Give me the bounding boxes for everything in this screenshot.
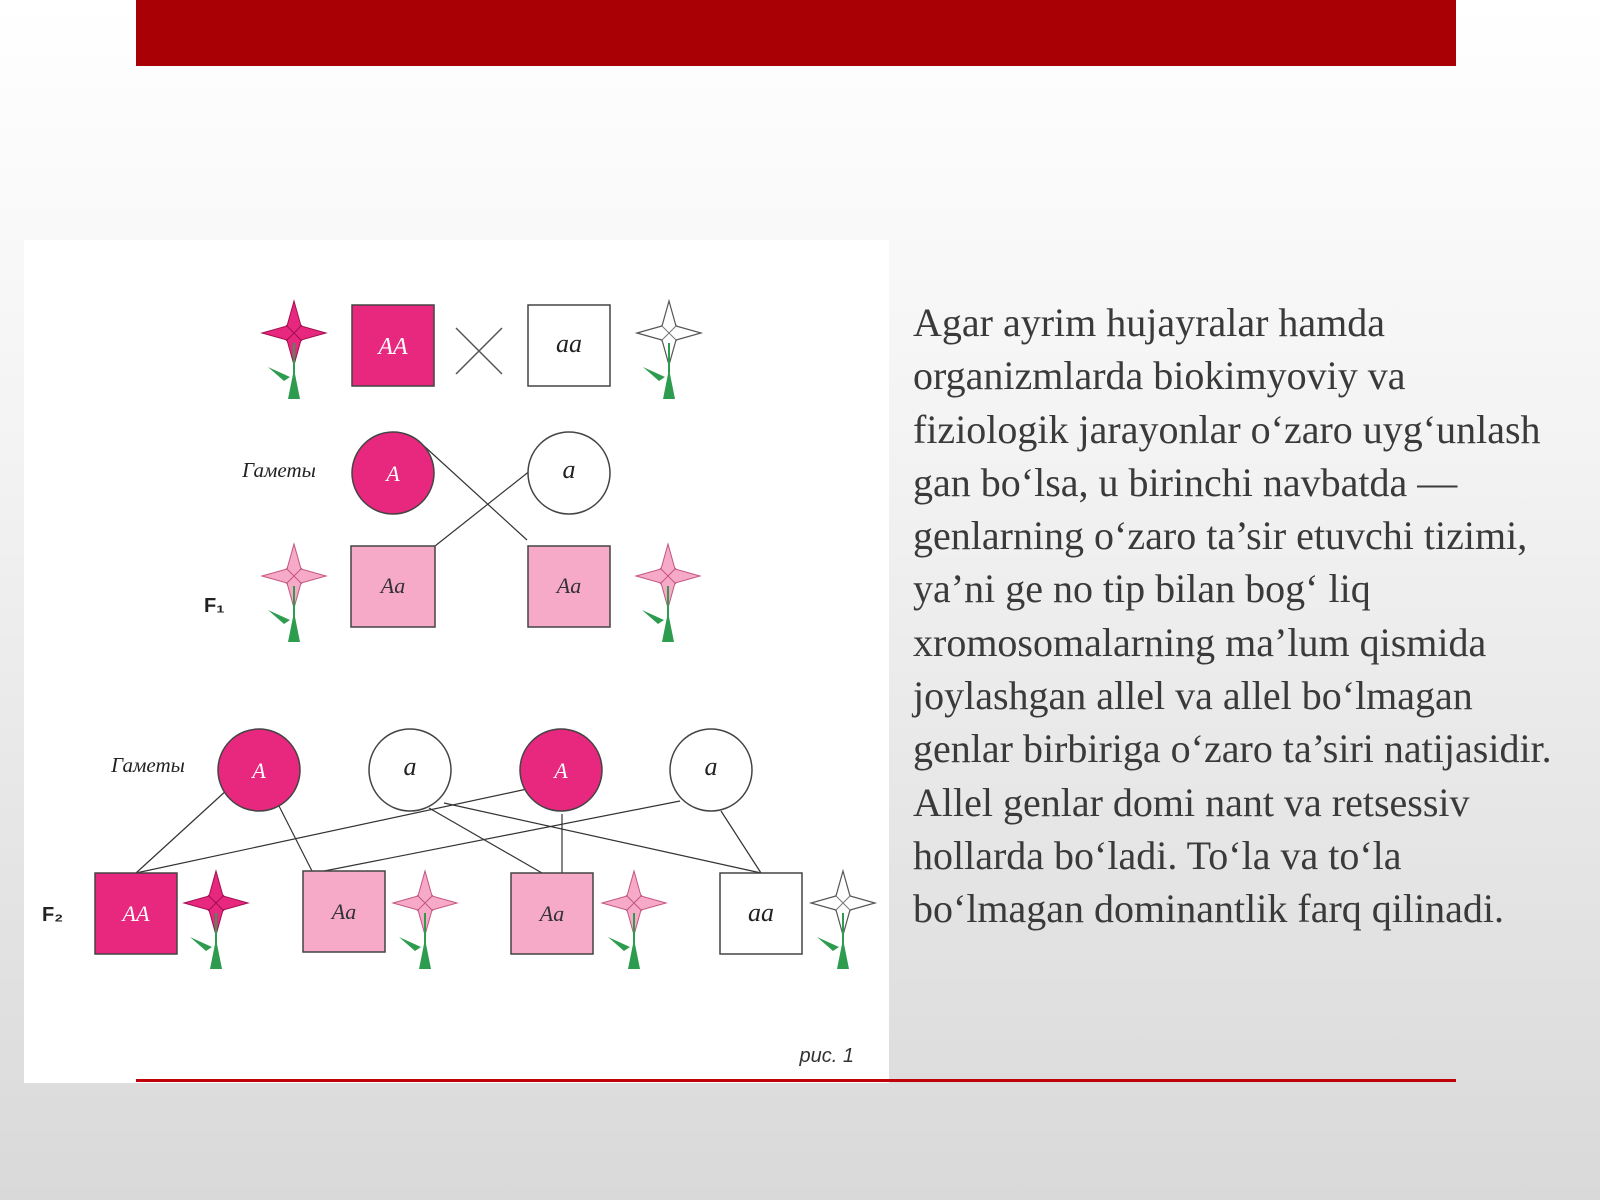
- footer-line: [136, 1079, 1456, 1082]
- gamete-label-a: a: [562, 455, 576, 484]
- flower-hetero-icon: [636, 544, 700, 642]
- gametes-label-1: Гаметы: [242, 458, 316, 482]
- flower-recessive-icon: [811, 871, 875, 969]
- f2-genotype: Aa: [331, 899, 357, 924]
- f1-left-genotype: Aa: [380, 573, 406, 598]
- flower-dominant-icon: [184, 871, 248, 969]
- f1-right-genotype: Aa: [556, 573, 582, 598]
- parent-left-genotype: AA: [378, 334, 408, 360]
- f2-label: F₂: [42, 904, 64, 926]
- gamete-label-a: a: [403, 752, 417, 781]
- flower-recessive-icon: [637, 301, 701, 399]
- cross-diagram: [24, 240, 889, 1083]
- cross-icon: [456, 328, 502, 374]
- gamete-label-A: A: [554, 758, 568, 783]
- header-bar: [136, 0, 1456, 66]
- f2-genotype: Aa: [539, 901, 565, 926]
- flower-dominant-icon: [262, 301, 326, 399]
- f2-genotype: AA: [122, 901, 150, 926]
- body-text: Agar ayrim hujayralar hamda organizmlarda biokimyoviy va fiziologik jarayonlar o‘zaro uyg‘unlash gan bo‘lsa, u birinchi navbatda — genlarning o‘zaro ta’sir etuvchi tizimi, ya’ni ge no tip bilan bog‘ liq xromosomalarning ma’lum qismida joylashgan allel va allel bo‘lmagan genlar birbiriga o‘zaro ta’siri natijasidir. Allel genlar domi nant va retsessiv hollarda bo‘ladi. To‘la va to‘la bo‘lmagan dominantlik farq qilinadi.: [913, 300, 1552, 932]
- flower-hetero-icon: [393, 871, 457, 969]
- f1-label: F₁: [204, 595, 225, 617]
- parent-right-genotype: aa: [556, 329, 582, 358]
- f2-genotype: aa: [748, 898, 774, 927]
- flower-hetero-icon: [262, 544, 326, 642]
- gamete-label-A: A: [252, 758, 266, 783]
- gametes-label-2: Гаметы: [111, 753, 185, 777]
- gamete-label-A: A: [386, 461, 400, 486]
- cross-lines: [136, 789, 761, 873]
- figure-caption: рис. 1: [799, 1045, 854, 1067]
- genetics-figure: [24, 240, 889, 1083]
- gamete-label-a: a: [704, 752, 718, 781]
- flower-hetero-icon: [602, 871, 666, 969]
